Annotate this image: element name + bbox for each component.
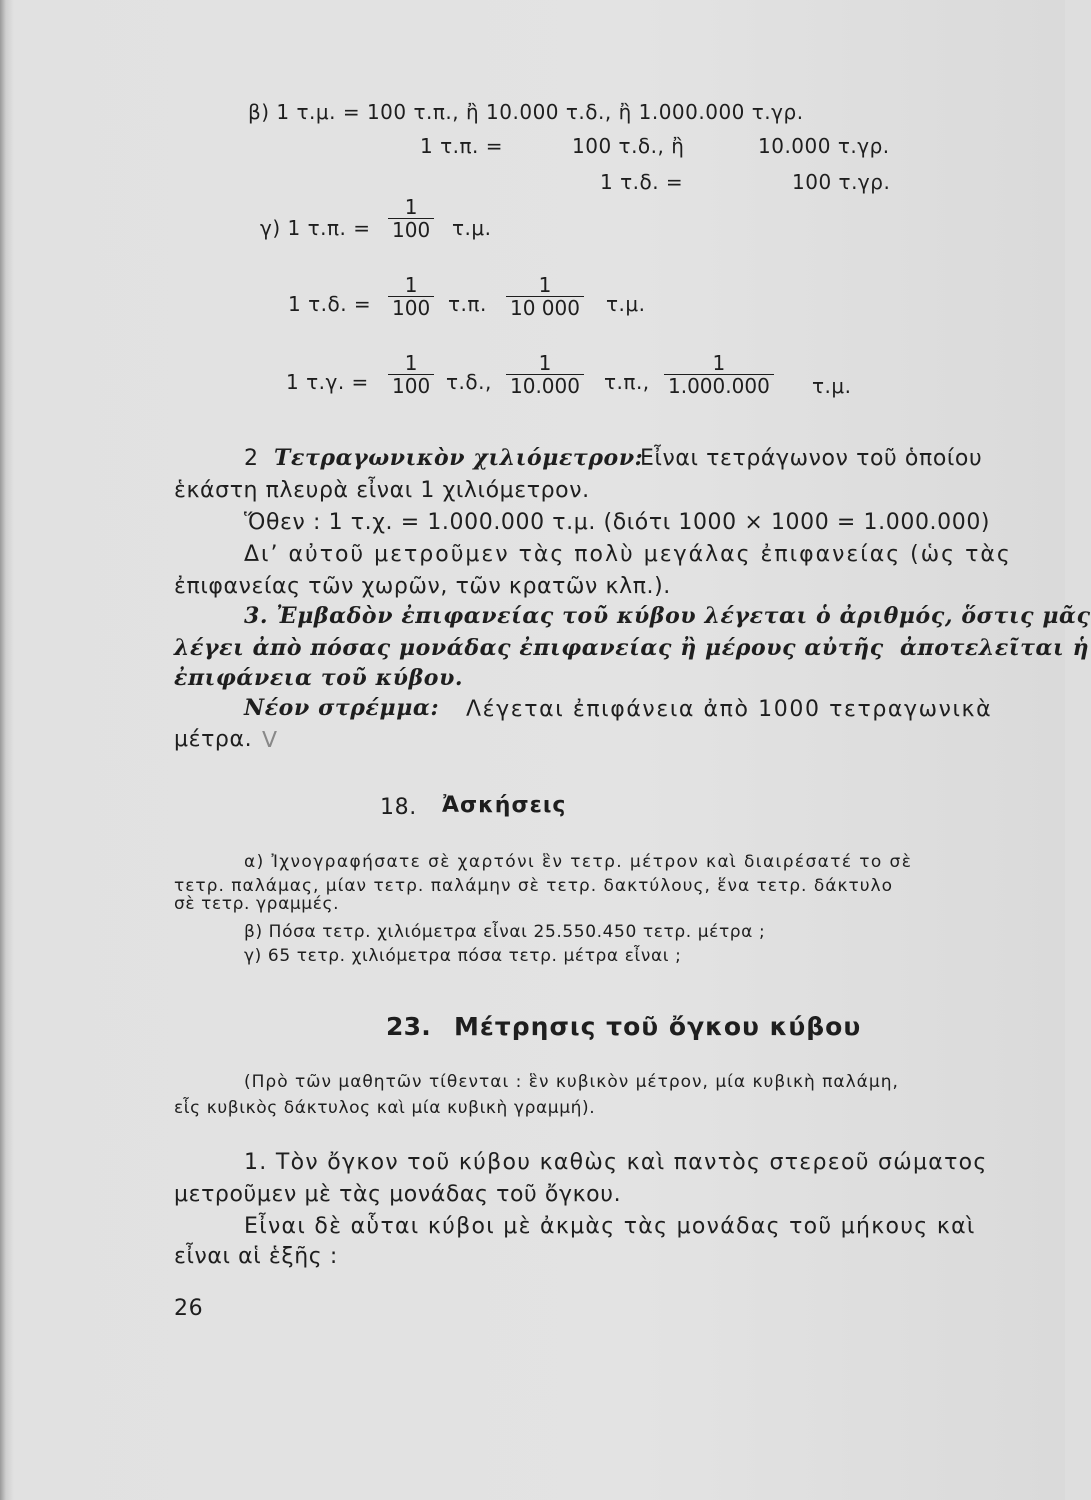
units-tg-unit3: τ.μ.	[812, 374, 852, 398]
denominator: 100	[392, 218, 431, 242]
chapter-p1-a: 1. Τὸν ὄγκον τοῦ κύβου καθὼς καὶ παντὸς στερεοῦ σώματος	[244, 1150, 988, 1175]
denominator: 1.000.000	[668, 374, 770, 398]
units-tg-prefix: 1 τ.γ. =	[286, 370, 369, 394]
exercise-g: γ) 65 τετρ. χιλιόμετρα πόσα τετρ. μέτρα εἶναι ;	[244, 946, 682, 966]
units-td-prefix: 1 τ.δ. =	[288, 292, 372, 316]
chapter-note-b: εἷς κυβικὸς δάκτυλος καὶ μία κυβικὴ γραμμή).	[174, 1098, 596, 1118]
denominator: 100	[392, 374, 431, 398]
numerator: 1	[538, 351, 552, 375]
chapter-p2-b: εἶναι αἱ ἑξῆς :	[174, 1244, 338, 1269]
chapter-number: 23.	[386, 1012, 431, 1041]
sec2-term: Τετραγωνικὸν χιλιόμετρον:	[274, 445, 644, 471]
chapter-p1-b: μετροῦμεν μὲ τὰς μονάδας τοῦ ὄγκου.	[174, 1182, 622, 1207]
sec2-use-a: Δι’ αὐτοῦ μετροῦμεν τὰς πολὺ μεγάλας ἐπιφανείας (ὡς τὰς	[244, 542, 1012, 567]
stremma-definition: Λέγεται ἐπιφάνεια ἀπὸ 1000 τετραγωνικὰ	[466, 697, 993, 722]
units-b-line2-left: 1 τ.π. =	[420, 134, 503, 158]
units-td-unit2: τ.μ.	[606, 292, 646, 316]
units-g-unit: τ.μ.	[452, 216, 492, 240]
units-tg-unit1: τ.δ.,	[446, 370, 492, 394]
pen-mark: ᐯ	[262, 728, 278, 753]
units-tg-unit2: τ.π.,	[604, 370, 650, 394]
exercises-number: 18.	[380, 795, 417, 820]
denominator: 100	[392, 296, 431, 320]
exercise-a-line3: σὲ τετρ. γραμμές.	[174, 894, 340, 914]
units-b-line2-mid: 100 τ.δ., ἢ	[572, 134, 685, 158]
sec2-use-b: ἐπιφανείας τῶν χωρῶν, τῶν κρατῶν κλπ.).	[174, 574, 671, 599]
fraction-1-100	[388, 274, 434, 319]
chapter-note-a: (Πρὸ τῶν μαθητῶν τίθενται : ἓν κυβικὸν μέτρον, μία κυβικὴ παλάμη,	[244, 1072, 899, 1092]
sec2-definition-b: ἑκάστη πλευρὰ εἶναι 1 χιλιόμετρον.	[174, 478, 590, 503]
sec2-number: 2	[244, 446, 259, 471]
denominator: 10.000	[510, 374, 580, 398]
units-td-unit1: τ.π.	[448, 292, 487, 316]
fraction-1-100	[388, 196, 434, 241]
page-number: 26	[174, 1296, 204, 1321]
stremma-term: Νέον στρέμμα:	[244, 695, 440, 721]
numerator: 1	[538, 273, 552, 297]
exercises-title: Ἀσκήσεις	[442, 793, 567, 818]
exercise-a-line2: τετρ. παλάμας, μίαν τετρ. παλάμην σὲ τετρ. δακτύλους, ἕνα τετρ. δάκτυλο	[174, 876, 894, 896]
exercise-a-line1: α) Ἰχνογραφήσατε σὲ χαρτόνι ἓν τετρ. μέτρον καὶ διαιρέσατέ το σὲ	[244, 852, 913, 872]
units-b-line3-left: 1 τ.δ. =	[600, 170, 684, 194]
sec3-line-c: ἐπιφάνεια τοῦ κύβου.	[174, 665, 464, 691]
units-b-line3-right: 100 τ.γρ.	[792, 170, 891, 194]
fraction-1-10000	[506, 274, 584, 319]
denominator: 10 000	[510, 296, 580, 320]
sec2-hence: Ὅθεν : 1 τ.χ. = 1.000.000 τ.μ. (διότι 1000 × 1000 = 1.000.000)	[244, 510, 991, 535]
stremma-continuation: μέτρα.	[174, 727, 253, 752]
units-b-line1: β) 1 τ.μ. = 100 τ.π., ἢ 10.000 τ.δ., ἢ 1.000.000 τ.γρ.	[248, 100, 804, 124]
sec3-line-b-left: λέγει ἀπὸ πόσας μονάδας ἐπιφανείας ἢ μέρους αὐτῆς	[174, 635, 884, 661]
sec3-line-b-right: ἀποτελεῖται ἡ	[900, 635, 1090, 661]
exercise-b: β) Πόσα τετρ. χιλιόμετρα εἶναι 25.550.450 τετρ. μέτρα ;	[244, 922, 766, 942]
sec2-definition-a: Εἶναι τετράγωνον τοῦ ὁποίου	[640, 446, 983, 471]
sec3-line-a: 3. Ἐμβαδὸν ἐπιφανείας τοῦ κύβου λέγεται ὁ ἀριθμός, ὅστις μᾶς	[244, 603, 1091, 629]
units-b-line2-right: 10.000 τ.γρ.	[758, 134, 890, 158]
numerator: 1	[712, 351, 726, 375]
numerator: 1	[404, 195, 418, 219]
fraction-1-10000	[506, 352, 584, 397]
units-g-prefix: γ) 1 τ.π. =	[260, 216, 371, 240]
fraction-1-100	[388, 352, 434, 397]
chapter-p2-a: Εἶναι δὲ αὗται κύβοι μὲ ἀκμὰς τὰς μονάδας τοῦ μήκους καὶ	[244, 1214, 976, 1239]
numerator: 1	[404, 273, 418, 297]
fraction-1-1000000	[664, 352, 774, 397]
numerator: 1	[404, 351, 418, 375]
chapter-title: Μέτρησις τοῦ ὄγκου κύβου	[454, 1012, 862, 1041]
